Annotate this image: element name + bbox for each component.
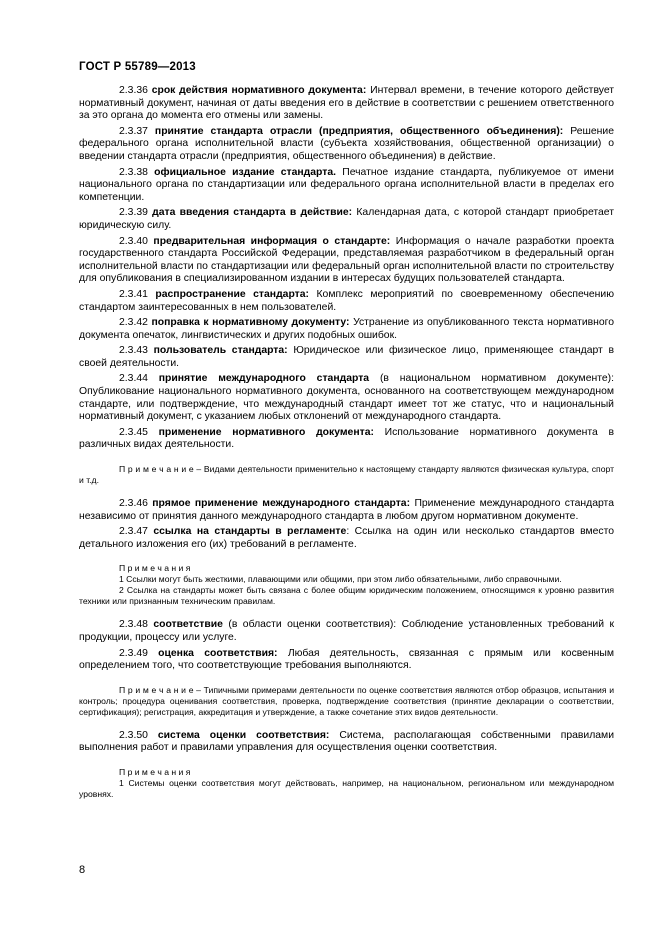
term-definition: Комплекс мероприятий по своевременному обеспечению стандартом заинтересованных в нем пользователей.: [79, 288, 614, 313]
term-number: 2.3.41: [119, 288, 148, 300]
term-number: 2.3.38: [119, 166, 148, 178]
term-number: 2.3.39: [119, 207, 148, 219]
term-number: 2.3.37: [119, 125, 148, 137]
term-2-3-41: [79, 289, 614, 314]
term-number: 2.3.49: [119, 647, 148, 659]
note-item: 1 Системы оценки соответствия могут действовать, например, на национальном, региональном или международном уровнях.: [79, 777, 614, 799]
term-title: оценка соответствия:: [158, 647, 278, 659]
term-2-3-45: [79, 427, 614, 452]
term-number: 2.3.44: [119, 373, 148, 385]
note-item: 1 Ссылки могут быть жесткими, плавающими или общими, при этом либо обязательными, либо справочными.: [119, 574, 562, 585]
note-item: 2 Ссылка на стандарты может быть связана с более общим юридическим положением, относящимся к уровню развития техники или признанным техническим правилам.: [79, 585, 614, 607]
note-activities: [79, 464, 614, 486]
term-definition: Решение федерального органа исполнительной власти (субъекта хозяйствования, общественной организации) о введении стандарта отрасли (предприятия, общественного объединения) в действие.: [79, 125, 614, 162]
notes-systems-label: П р и м е ч а н и я: [119, 766, 191, 777]
standard-designation: ГОСТ Р 55789—2013: [79, 61, 196, 73]
term-number: 2.3.42: [119, 317, 148, 329]
note-text: – Типичными примерами деятельности по оценке соответствия являются отбор образцов, испытания и контроль; процедура оценивания соответствия, проверка, подтверждение соответствия (принятие декларации о соответствии, сертификация); регистрация, аккредитация и утверждение, а также сочетание этих видов деятельности.: [79, 684, 614, 717]
term-definition: Интервал времени, в течение которого действует нормативный документ, начиная от даты введения его в действие в соответствии с решением ответственного за это органа до момента его отмены или замены.: [79, 85, 615, 122]
term-2-3-43: [79, 345, 614, 370]
notes-references-label: П р и м е ч а н и я: [119, 563, 191, 574]
term-definition: : Ссылка на один или несколько стандартов вместо детального изложения его (их) требований в регламенте.: [79, 526, 615, 550]
term-number: 2.3.50: [119, 729, 148, 741]
term-definition: (в национальном нормативном документе): Опубликование национального нормативного документа, основанного на соответствующем международном стандарте, или подтверждение, что международный стандарт имеет тот же статус, что и национальный нормативный документ, с указанием любых отклонений от международного стандарта.: [79, 373, 614, 423]
term-title: распространение стандарта:: [155, 288, 309, 300]
term-definition: Система, располагающая собственными правилами выполнения работ и правилами управления для осуществления оценки соответствия.: [79, 729, 614, 754]
note-label: П р и м е ч а н и е: [119, 464, 194, 475]
page-number: 8: [79, 864, 86, 876]
term-2-3-46: [79, 498, 614, 523]
term-2-3-40: [79, 236, 614, 286]
term-definition: Юридическое или физическое лицо, применяющее стандарт в своей деятельности.: [79, 345, 615, 369]
term-definition: Использование нормативного документа в различных видах деятельности.: [79, 426, 615, 451]
term-number: 2.3.43: [119, 345, 148, 357]
term-definition: Календарная дата, с которой стандарт приобретает юридическую силу.: [79, 207, 614, 231]
term-2-3-42: [79, 317, 614, 342]
term-2-3-50: [79, 730, 614, 755]
term-2-3-38: [79, 167, 614, 205]
term-definition: Применение международного стандарта независимо от принятия данного международного стандарта в любом другом нормативном документе.: [79, 498, 614, 522]
term-definition: Любая деятельность, связанная с прямым или косвенным определением того, что соответствующие требования выполняются.: [79, 647, 615, 672]
term-title: принятие международного стандарта: [158, 373, 370, 385]
document-body: [79, 85, 614, 800]
term-title: принятие стандарта отрасли (предприятия, общественного объединения):: [154, 125, 564, 137]
term-2-3-39: [79, 207, 614, 232]
term-2-3-36: [79, 85, 614, 123]
term-number: 2.3.48: [119, 619, 148, 631]
term-2-3-49: [79, 648, 614, 673]
term-title: официальное издание стандарта.: [154, 166, 336, 178]
term-title: дата введения стандарта в действие:: [152, 207, 353, 219]
term-definition: Печатное издание стандарта, публикуемое от имени национального органа по стандартизации или федерального органа исполнительной власти в пределах его компетенции.: [79, 166, 614, 203]
term-definition: Устранение из опубликованного текста нормативного документа опечаток, лингвистических и других подобных ошибок.: [79, 317, 615, 341]
term-2-3-37: [79, 126, 614, 164]
term-number: 2.3.36: [119, 85, 148, 96]
note-label: П р и м е ч а н и е: [119, 684, 194, 695]
note-text: – Видами деятельности применительно к настоящему стандарту являются физическая культура, спорт и т.д.: [79, 464, 615, 486]
term-title: предварительная информация о стандарте:: [153, 235, 391, 247]
term-number: 2.3.40: [119, 235, 148, 247]
term-title: соответствие: [153, 619, 223, 631]
term-title: ссылка на стандарты в регламенте: [153, 526, 347, 538]
note-conformity-examples: [79, 685, 614, 718]
term-title: поправка к нормативному документу:: [151, 317, 350, 329]
term-number: 2.3.45: [119, 426, 148, 438]
term-2-3-47: [79, 526, 614, 551]
term-title: срок действия нормативного документа:: [151, 85, 367, 96]
term-definition: Информация о начале разработки проекта государственного стандарта Российской Федерации, представляемая разработчиком в федеральный орган исполнительной власти по стандартизации или федеральный орган исполнительной власти по строительству для опубликования в специализированном издании в интересах будущих пользователей стандарта.: [79, 235, 615, 285]
term-number: 2.3.46: [119, 498, 148, 510]
term-definition: (в области оценки соответствия): Соблюдение установленных требований к продукции, процессу или услуге.: [79, 619, 614, 643]
term-number: 2.3.47: [119, 526, 148, 538]
term-title: пользователь стандарта:: [153, 345, 288, 357]
term-title: система оценки соответствия:: [157, 729, 330, 741]
term-2-3-48: [79, 619, 614, 644]
term-title: применение нормативного документа:: [158, 426, 374, 438]
term-2-3-44: [79, 373, 614, 423]
term-title: прямое применение международного стандарта:: [152, 498, 411, 510]
